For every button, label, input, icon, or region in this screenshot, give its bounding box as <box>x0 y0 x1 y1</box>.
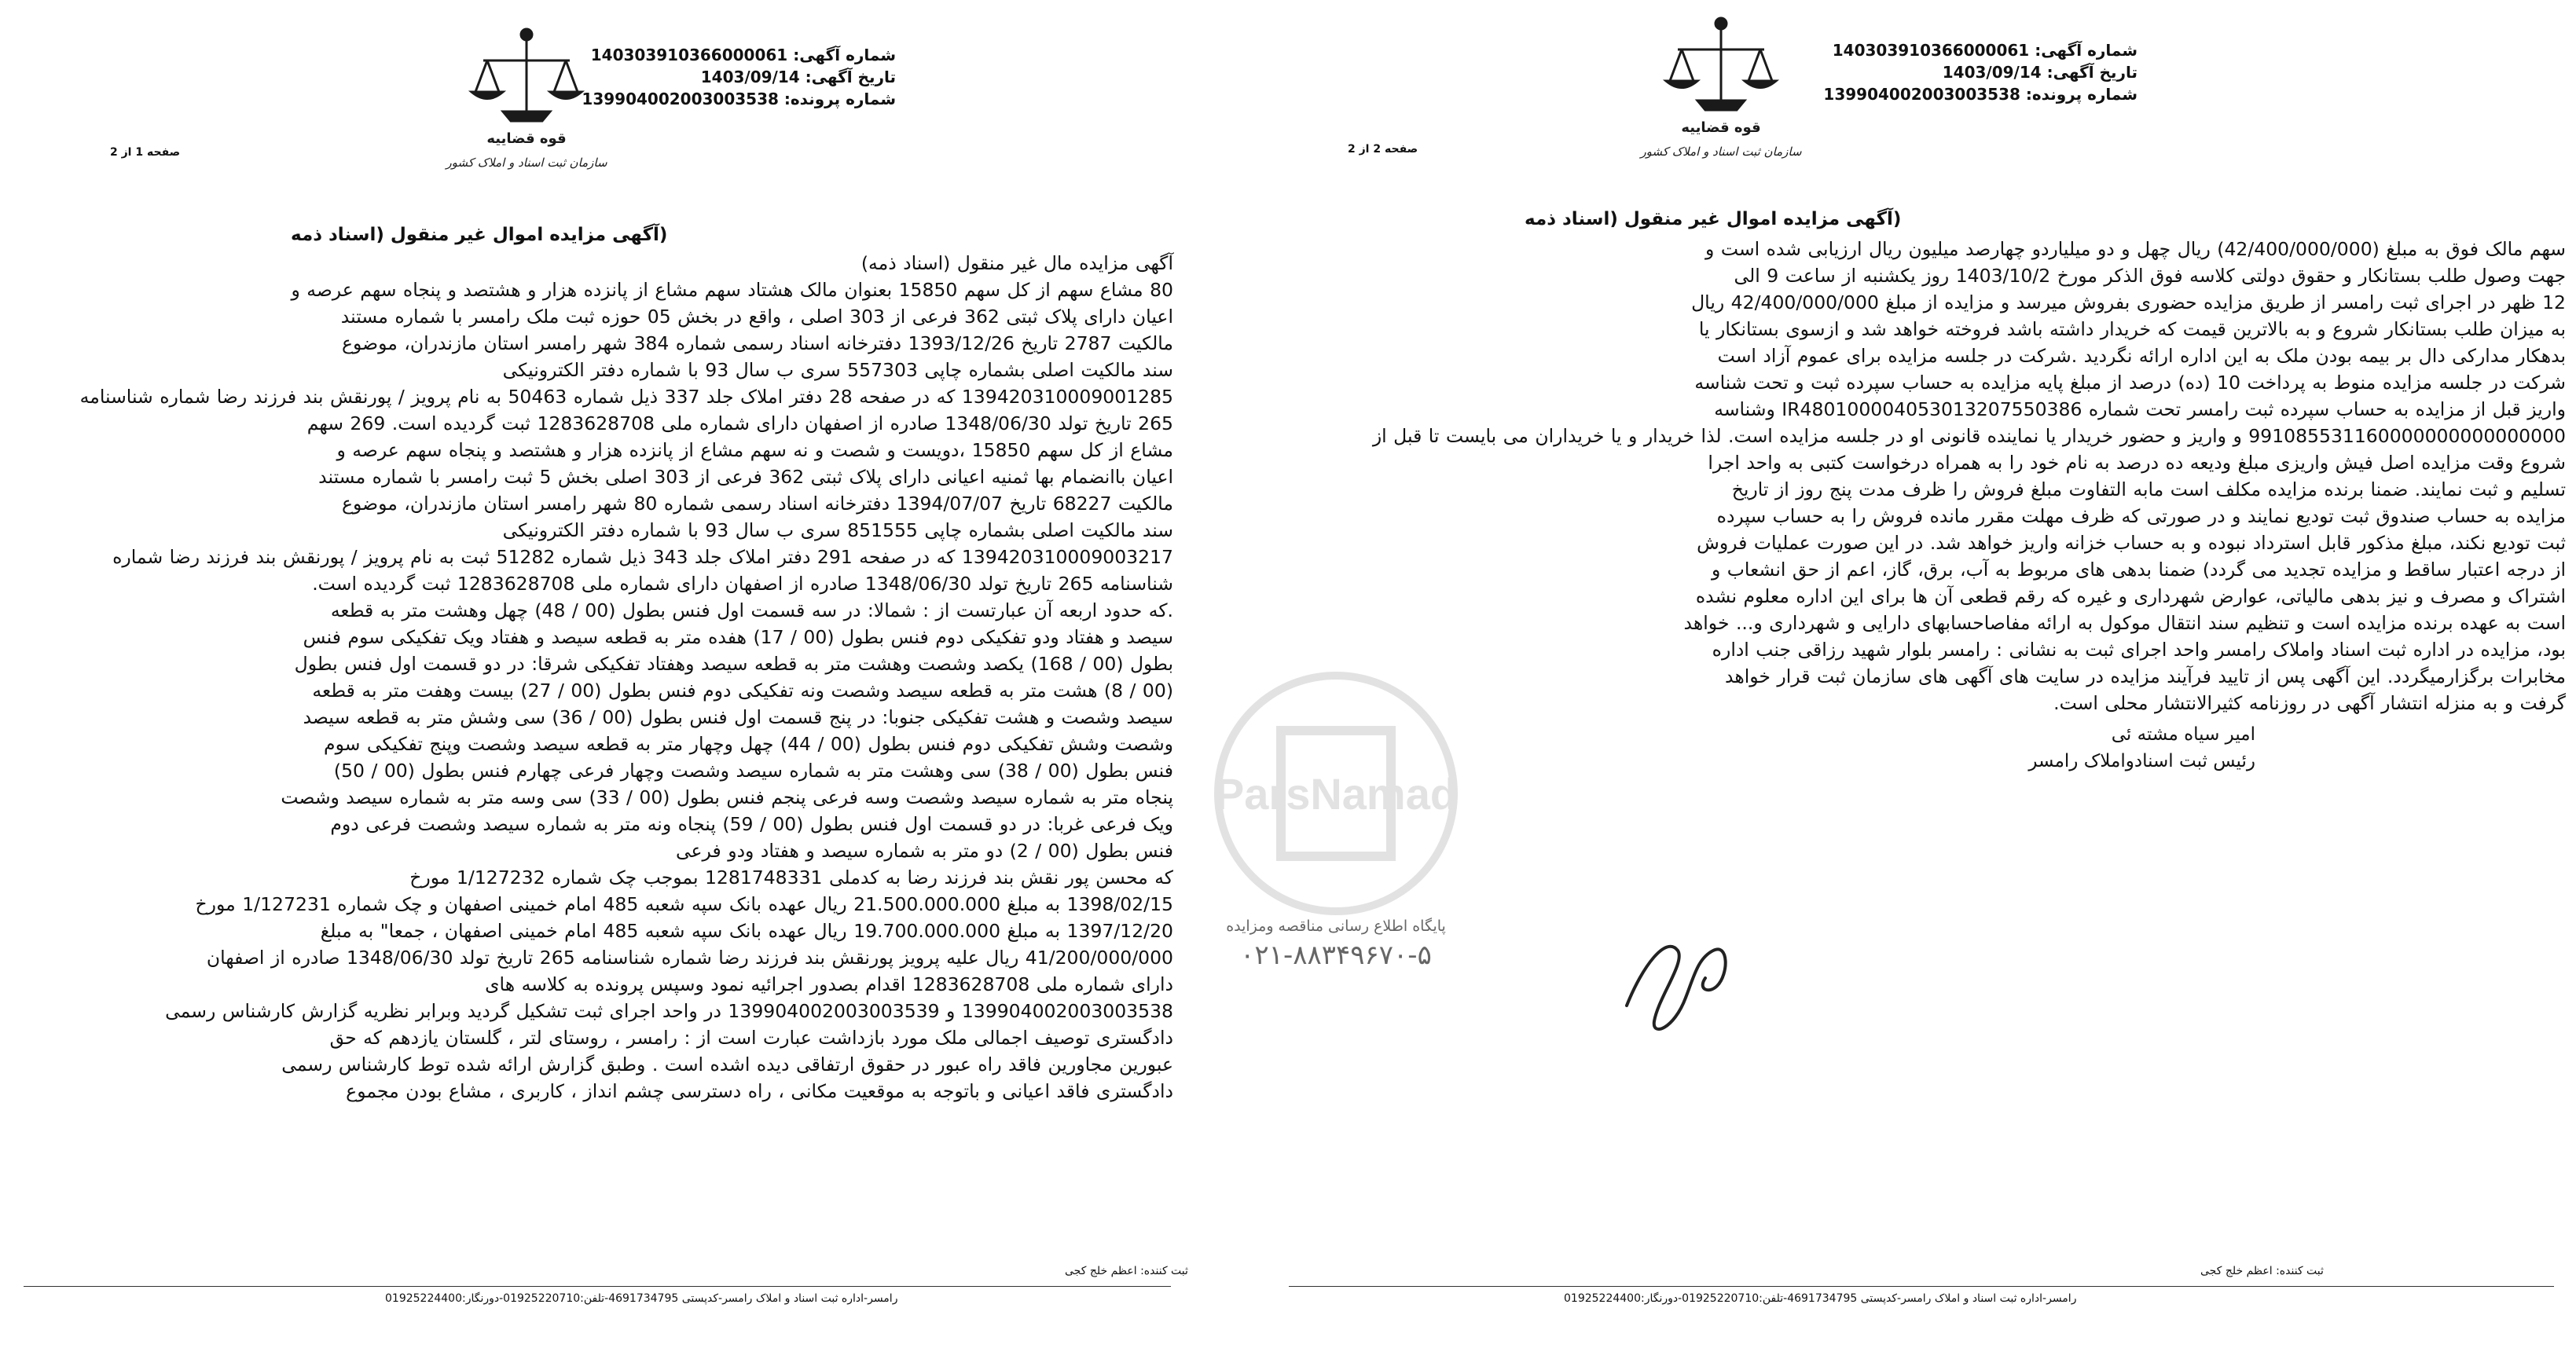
page-label: صفحه 2 از 2 <box>1348 143 1418 156</box>
body-line: دادگستری توصیف اجمالی ملک مورد بازداشت عبارت است از : رامسر ، روستای لتر ، گلستان یازدهم که حق <box>329 1027 1173 1049</box>
page-title: (آگهی مزایده اموال غیر منقول (اسناد ذمه <box>291 225 668 245</box>
signatory <box>1917 721 2255 775</box>
watermark-tagline: پایگاه اطلاع رسانی مناقصه ومزایده <box>1226 918 1446 935</box>
body-text <box>6 250 1173 1105</box>
body-line: شروع وقت مزایده اصل فیش واریزی مبلغ ودیعه ده درصد به نام خود را به همراه درخواست کتبی به واحد اجرا <box>1708 452 2566 474</box>
body-line: 139904002003003538 و 139904002003003539 در واحد اجرای ثبت تشکیل گردید وبرابر نظریه گزارش کارشناس رسمی <box>165 1000 1173 1022</box>
body-line: اعیان دارای پلاک ثبتی 362 فرعی از 303 اصلی ، واقع در بخش 05 حوزه ثبت ملک رامسر با شماره مستند <box>340 306 1173 328</box>
body-line: سیصد و هفتاد ودو تفکیکی دوم فنس بطول (00 / 17) هفده متر به قطعه سیصد و هفتاد ویک تفکیکی سوم فنس <box>303 626 1173 648</box>
body-line: گرفت و به منزله انتشار آگهی در روزنامه کثیرالانتشار محلی است. <box>2053 692 2566 714</box>
body-line: شناسنامه 265 تاریخ تولد 1348/06/30 صادره از اصفهان دارای شماره ملی 1283628708 ثبت گردیده است. <box>312 573 1173 595</box>
body-line: 991085531160000000000000000 و واریز و حضور خریدار یا نماینده قانونی او در جلسه مزایده است. لذا خریدار و یا خریداران می بایست تا قبل از <box>1372 425 2566 447</box>
ad-date: تاریخ آگهی: 1403/09/14 <box>1942 63 2137 82</box>
body-line: 265 تاریخ تولد 1348/06/30 صادره از اصفهان دارای شماره ملی 1283628708 ثبت گردیده است. 269 سهم <box>306 412 1173 434</box>
body-line: که محسن پور نقش بند فرزند رضا به کدملی 1281748331 بموجب چک شماره 1/127232 مورخ <box>409 867 1173 889</box>
body-line: مخابرات برگزارمیگردد. این آگهی پس از تایید فرآیند مزایده در سایت های آگهی های سازمان ثبت قرار خواهد <box>1725 665 2566 687</box>
body-line: وشصت وشش تفکیکی دوم فنس بطول (00 / 44) چهل وچهار متر به قطعه سیصد وشصت وپنج تفکیکی سوم <box>324 733 1173 755</box>
body-line: جهت وصول طلب بستانکار و حقوق دولتی کلاسه فوق الذکر مورخ 1403/10/2 روز یکشنبه از ساعت 9 الی <box>1734 265 2566 287</box>
ad-number: شماره آگهی: 140303910366000061 <box>590 46 896 64</box>
ad-meta <box>582 44 896 110</box>
body-line: دادگستری فاقد اعیانی و باتوجه به موقعیت مکانی ، راه دسترسی چشم انداز ، کاربری ، مشاع بودن مجموع <box>346 1080 1173 1102</box>
body-line: سهم مالک فوق به مبلغ (42/400/000/000) ریال چهل و دو میلیاردو چهارصد میلیون ریال ارزیابی شده است و <box>1705 238 2566 260</box>
page-label: صفحه 1 از 2 <box>110 146 181 159</box>
body-line: 12 ظهر در اجرای ثبت رامسر از طریق مزایده حضوری بفروش میرسد و مزایده از مبلغ 42/400/000/000 ریال <box>1691 291 2566 313</box>
body-line: .که حدود اربعه آن عبارتست از : شمالا: در سه قسمت اول فنس بطول (00 / 48) چهل وهشت متر به قطعه <box>330 599 1173 621</box>
body-line: دارای شماره ملی 1283628708 اقدام بصدور اجرائیه نمود وسپس پرونده به کلاسه های <box>485 973 1173 995</box>
body-line: 1397/12/20 به مبلغ 19.700.000.000 ریال عهده بانک سپه شعبه 485 امام خمینی اصفهان ، جمعا" به مبلغ <box>320 920 1173 942</box>
body-line: عبورین مجاورین فاقد راه عبور در حقوق ارتفاقی دیده اشده است . وطبق گزارش ارائه شده توط کارشناس رسمی <box>281 1053 1173 1075</box>
body-line: مشاع از کل سهم 15850 ،دویست و شصت و نه سهم مشاع از پانزده هزار و هشتصد و پنجاه سهم عرصه و <box>336 439 1173 461</box>
ad-meta <box>1823 39 2137 105</box>
body-line: از درجه اعتبار ساقط و مزایده تجدید می گردد) ضمنا بدهی های مربوط به آب، برق، گاز، اعم از حق انشعاب و <box>1711 559 2566 581</box>
body-line: بدهکار مدارکی دال بر بیمه بودن ملک به این اداره ارائه نگردید .شرکت در جلسه مزایده برای عموم آزاد است <box>1717 345 2566 367</box>
page-1 <box>0 0 1281 1352</box>
body-line: ویک فرعی غربا: در دو قسمت اول فنس بطول (00 / 59) پنجاه ونه متر به شماره سیصد وشصت فرعی دوم <box>330 813 1173 835</box>
body-line: فنس بطول (00 / 38) سی وهشت متر به شماره سیصد وشصت وچهار فرعی چهارم فنس بطول (00 / 50) <box>333 760 1173 782</box>
body-line: بطول (00 / 168) یکصد وشصت وهشت متر به قطعه سیصد وهفتاد تفکیکی شرقا: در دو قسمت اول فنس بطول <box>294 653 1173 675</box>
page-title: (آگهی مزایده اموال غیر منقول (اسناد ذمه <box>1525 209 1902 229</box>
body-line: مالکیت 68227 تاریخ 1394/07/07 دفترخانه اسناد رسمی شماره 80 شهر رامسر استان مازندران، موضوع <box>341 493 1173 515</box>
body-line: سند مالکیت اصلی بشماره چاپی 557303 سری ب سال 93 با شماره دفتر الکترونیکی <box>502 359 1173 381</box>
body-line: (00 / 8) هشت متر به قطعه سیصد وشصت ونه تفکیکی دوم فنس بطول (00 / 27) بیست وهفت متر به قطعه <box>312 680 1173 702</box>
body-line: آگهی مزایده مال غیر منقول (اسناد ذمه) <box>861 252 1173 274</box>
ad-number: شماره آگهی: 140303910366000061 <box>1832 41 2137 60</box>
body-line: 1398/02/15 به مبلغ 21.500.000.000 ریال عهده بانک سپه شعبه 485 امام خمینی اصفهان و چک شماره 1/127231 مورخ <box>195 893 1173 915</box>
body-line: به میزان طلب بستانکار شروع و به بالاترین قیمت که خریدار داشته باشد فروخته خواهد شد و ازسوی بستانکار یا <box>1698 318 2566 340</box>
body-line: اعیان باانضمام بها ثمنیه اعیانی دارای پلاک ثبتی 362 فرعی از 303 اصلی بخش 5 ثبت رامسر با شماره مستند <box>318 466 1173 488</box>
body-line: اشتراک و مصرف و نیز بدهی مالیاتی، عوارض شهرداری و غیره که رقم قطعی آن ها برای این اداره معلوم نشده <box>1695 585 2566 607</box>
emblem-caption-top: قوه قضاییه <box>486 130 567 147</box>
body-line: شرکت در جلسه مزایده منوط به پرداخت 10 (ده) درصد از مبلغ پایه مزایده به حساب سپرده ثبت و تحت شناسه <box>1694 372 2566 394</box>
emblem-caption-bottom: سازمان ثبت اسناد و املاک کشور <box>446 156 607 170</box>
body-line: فنس بطول (00 / 2) دو متر به شماره سیصد و هفتاد ودو فرعی <box>675 840 1173 862</box>
body-line: مالکیت 2787 تاریخ 1393/12/26 دفترخانه اسناد رسمی شماره 384 شهر رامسر استان مازندران، موضوع <box>341 332 1173 354</box>
footer-address: رامسر-اداره ثبت اسناد و املاک رامسر-کدپستی 4691734795-تلفن:01925220710-دورنگار:01925224400 <box>385 1292 898 1305</box>
case-number: شماره پرونده: 139904002003003538 <box>582 90 896 108</box>
body-line: بود، مزایده در اداره ثبت اسناد واملاک رامسر واحد اجرای ثبت به نشانی : رامسر بلوار شهید رزاقی جنب اداره <box>1712 639 2566 661</box>
footer-divider <box>1289 1286 2554 1287</box>
body-line: ثبت تودیع نکند، مبلغ مذکور قابل استرداد نبوده و به حساب خزانه واریز خواهد شد. در این صورت عملیات فروش <box>1697 532 2566 554</box>
justice-scales-emblem-icon <box>1603 6 1839 171</box>
body-line: واریز قبل از مزایده به حساب سپرده ثبت رامسر تحت شماره IR480100004053013207550386 وشناسه <box>1714 398 2566 420</box>
watermark-brand: ParsNamad <box>1214 769 1458 819</box>
registrar-label: ثبت کننده: اعظم خلج کجی <box>1065 1265 1188 1277</box>
emblem-caption-bottom: سازمان ثبت اسناد و املاک کشور <box>1640 145 1802 159</box>
watermark-phone: ۰۲۱-۸۸۳۴۹۶۷۰-۵ <box>1240 940 1432 971</box>
body-line: تسلیم و ثبت نمایند. ضمنا برنده مزایده مکلف است مابه التفاوت مبلغ فروش را ظرف مدت پنج روز از تاریخ <box>1731 478 2566 500</box>
body-line: 139420310009003217 که در صفحه 291 دفتر املاک جلد 343 ذیل شماره 51282 ثبت به نام پرویز / پورنقش بند فرزند رضا شماره <box>112 546 1173 568</box>
footer-divider <box>24 1286 1171 1287</box>
body-line: 80 مشاع سهم از کل سهم 15850 بعنوان مالک هشتاد سهم مشاع از پانزده هزار و هشتصد و پنجاه سهم عرصه و <box>291 279 1173 301</box>
body-line: پنجاه متر به شماره سیصد وشصت وسه فرعی پنجم فنس بطول (00 / 33) سی وسه متر به شماره سیصد وشصت <box>281 786 1173 808</box>
body-line: است به عهده برنده مزایده است و تنظیم سند انتقال موکول به ارائه مفاصاحسابهای دارایی و شهرداری و... خواهد <box>1683 612 2566 634</box>
body-line: مزایده به حساب صندوق ثبت تودیع نمایند و در صورتی که ظرف مهلت مقرر مانده فروش را به حساب سپرده <box>1716 505 2566 527</box>
body-line: سیصد وشصت و هشت تفکیکی جنوبا: در پنج قسمت اول فنس بطول (00 / 36) سی وشش متر به قطعه سیصد <box>303 706 1173 728</box>
case-number: شماره پرونده: 139904002003003538 <box>1823 85 2137 104</box>
signatory-name: امیر سیاه مشته ئی <box>2111 724 2255 745</box>
body-line: 139420310009001285 که در صفحه 28 دفتر املاک جلد 337 ذیل شماره 50463 به نام پرویز / پورنقش بند فرزند رضا شماره شناسنامه <box>79 386 1173 408</box>
body-line: سند مالکیت اصلی بشماره چاپی 851555 سری ب سال 93 با شماره دفتر الکترونیکی <box>502 519 1173 541</box>
signatory-role: رئیس ثبت اسنادواملاک رامسر <box>2028 751 2255 771</box>
body-line: 41/200/000/000 ریال علیه پرویز پورنقش بند فرزند رضا شماره شناسنامه 265 تاریخ تولد 1348/06/30 صادره از اصفهان <box>206 947 1173 969</box>
emblem-caption-top: قوه قضاییه <box>1681 119 1761 136</box>
signature-icon <box>1611 903 1745 1045</box>
footer-address: رامسر-اداره ثبت اسناد و املاک رامسر-کدپستی 4691734795-تلفن:01925220710-دورنگار:01925224400 <box>1564 1292 2077 1305</box>
ad-date: تاریخ آگهی: 1403/09/14 <box>700 68 896 86</box>
registrar-label: ثبت کننده: اعظم خلج کجی <box>2200 1265 2324 1277</box>
